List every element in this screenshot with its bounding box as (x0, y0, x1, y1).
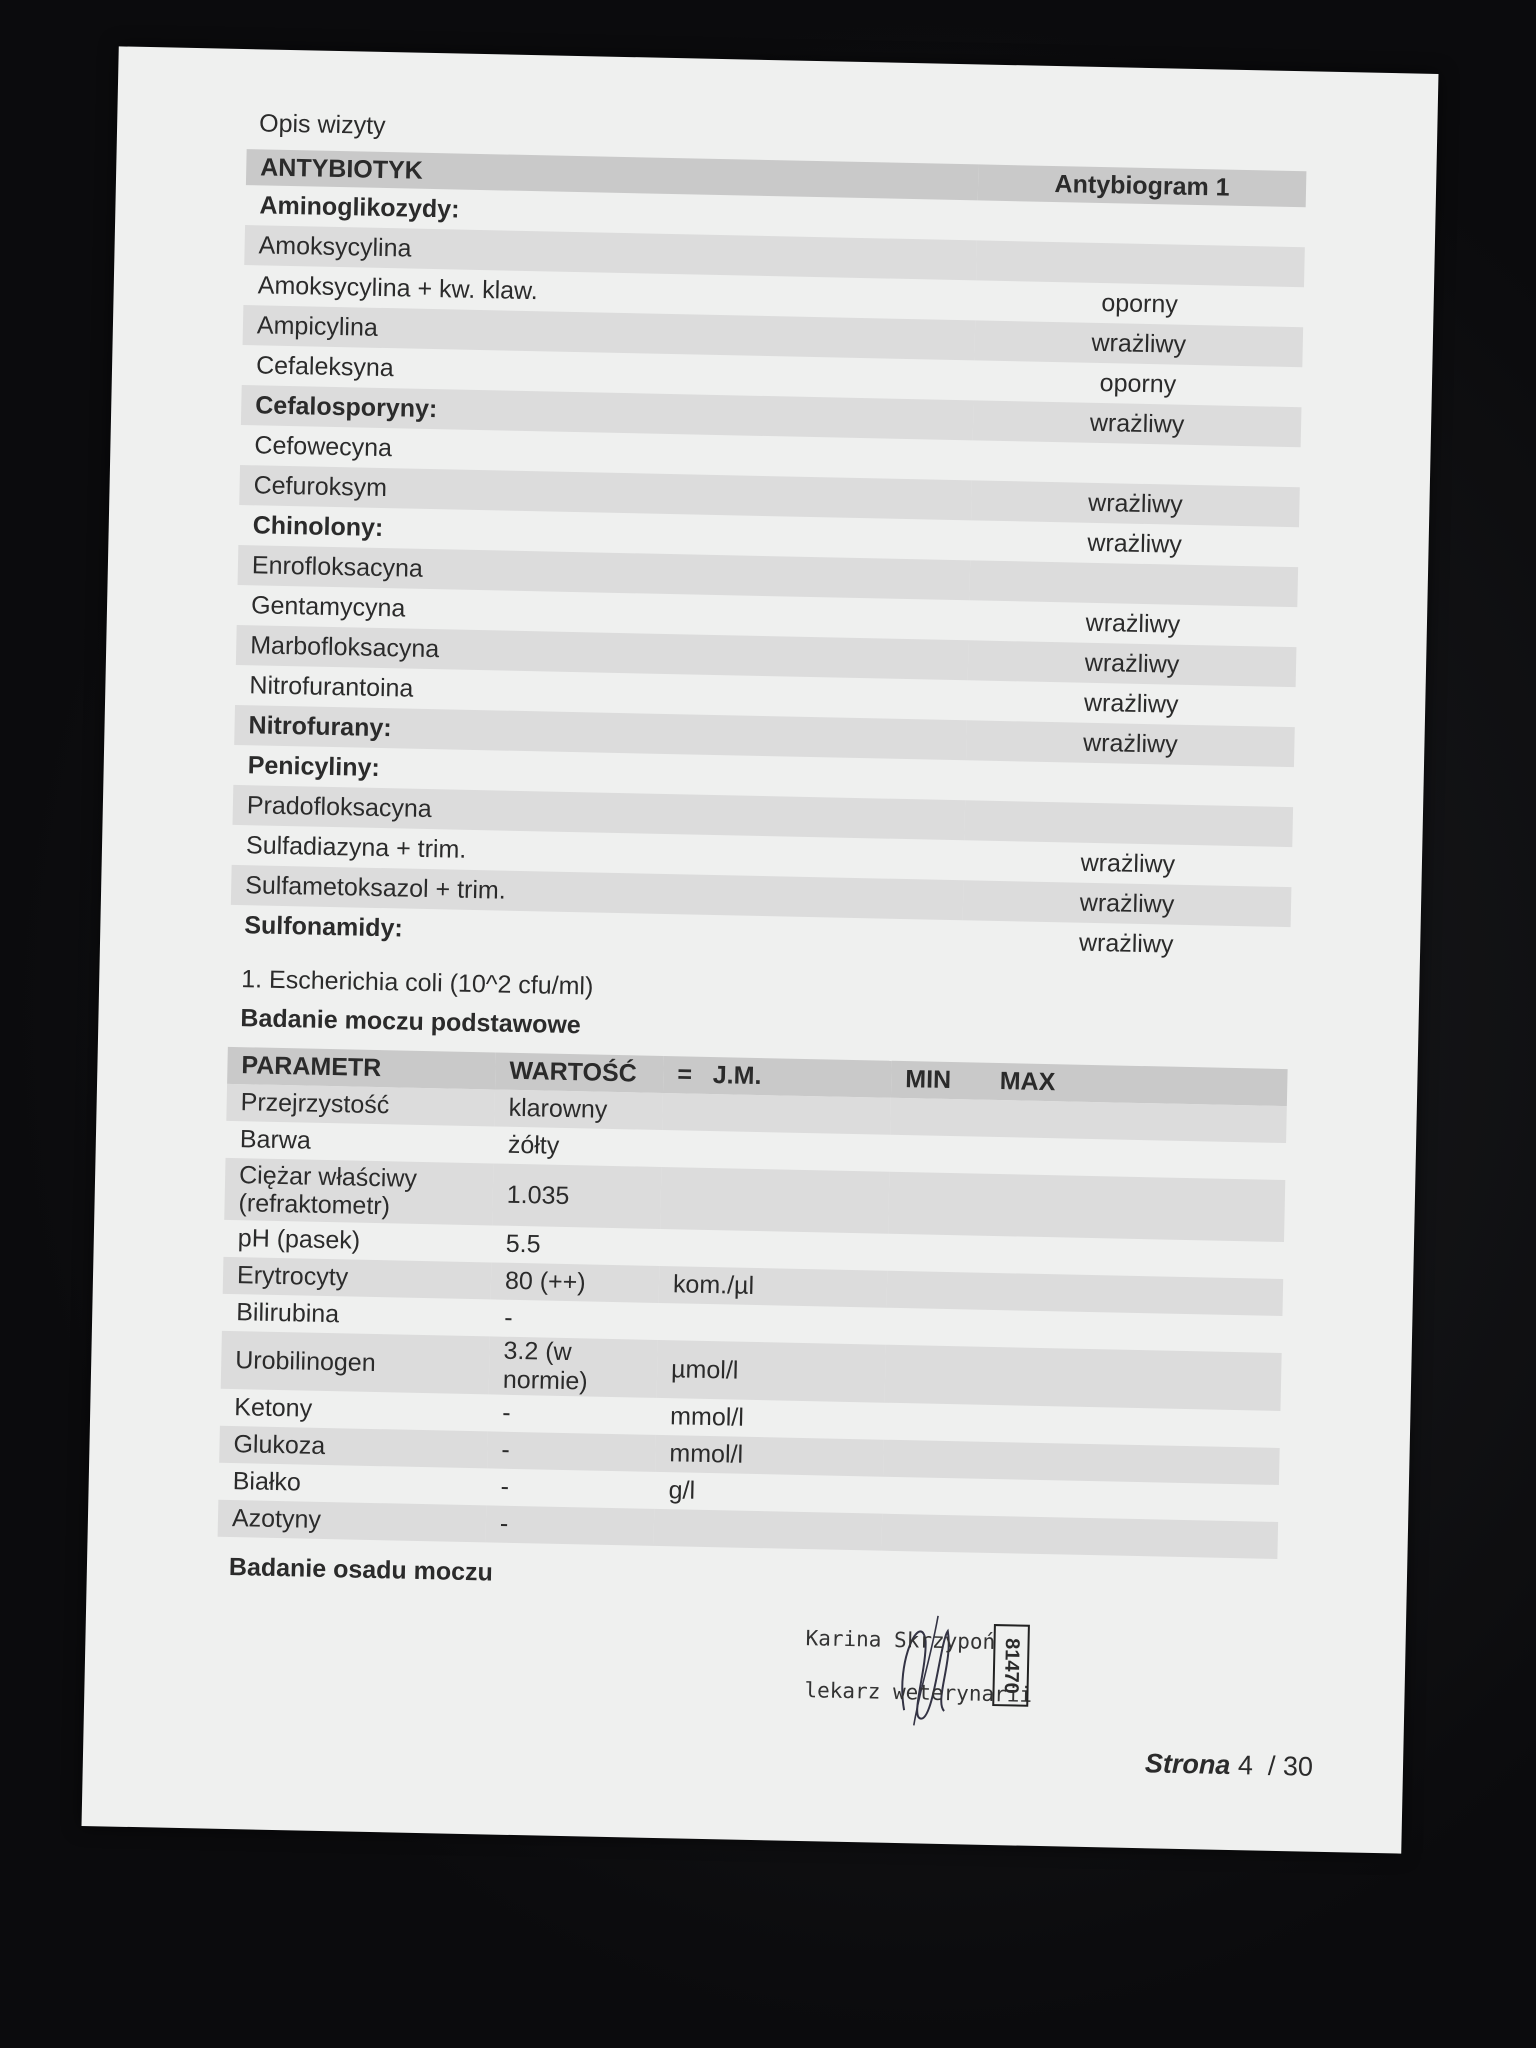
urine-param: Urobilinogen (221, 1331, 490, 1395)
stamp-number-text: 81470 (999, 1637, 1024, 1694)
antibiotic-category: Aminoglikozydy: (259, 190, 460, 224)
urine-param: Przejrzystość (226, 1084, 495, 1127)
antibiotic-category: Chinolony: (252, 510, 384, 542)
urine-unit (653, 1509, 882, 1551)
urine-value: 5.5 (505, 1229, 541, 1259)
urine-unit: kom./µl (659, 1266, 888, 1308)
urine-value: - (486, 1505, 655, 1546)
antibiotic-result: wrażliwy (1083, 688, 1179, 719)
sediment-section-title: Badanie osadu moczu (228, 1553, 494, 1587)
urine-unit: µmol/l (657, 1340, 886, 1403)
urine-value: - (501, 1398, 511, 1427)
antibiotic-result: wrażliwy (974, 320, 1303, 367)
signature-block (804, 1616, 1066, 1731)
urine-value: 80 (++) (491, 1262, 660, 1303)
urine-value: klarowny (494, 1089, 663, 1130)
antibiotic-result: wrażliwy (1085, 608, 1181, 639)
antibiotic-result: oporny (1099, 368, 1177, 399)
urine-range (888, 1172, 1285, 1242)
antibiotic-name: Sulfametoksazol + trim. (231, 865, 964, 920)
urine-param: Bilirubina (236, 1298, 340, 1329)
antibiotic-result (976, 240, 1305, 287)
urine-unit (661, 1130, 890, 1172)
antibiotic-result: wrażliwy (1087, 528, 1183, 559)
antibiotic-result: wrażliwy (963, 880, 1292, 927)
page-separator: / (1267, 1750, 1276, 1781)
header-unit-label: J.M. (712, 1061, 762, 1091)
antibiotic-result: wrażliwy (966, 720, 1295, 767)
antibiotic-result (965, 760, 1294, 807)
antibiotic-result: wrażliwy (973, 400, 1302, 447)
urine-value: - (503, 1303, 513, 1332)
antibiotic-result (977, 200, 1306, 247)
urine-value: - (500, 1472, 510, 1501)
urine-param: Glukoza (219, 1426, 488, 1469)
organism-note: 1. Escherichia coli (10^2 cfu/ml) (240, 965, 594, 1001)
header-param: PARAMETR (227, 1047, 496, 1090)
urine-unit (658, 1303, 887, 1345)
antibiotic-name: Cefuroksym (239, 465, 972, 520)
urine-table (218, 1047, 1288, 1559)
urine-param: Ciężar właściwy (refraktometr) (224, 1158, 493, 1226)
antibiotic-result (964, 800, 1293, 847)
header-antibiogram: Antybiogram 1 (978, 164, 1307, 207)
antibiotic-name: Amoksycylina + kw. klaw. (257, 270, 539, 305)
antibiotic-category: Sulfonamidy: (244, 910, 404, 943)
header-max: MAX (999, 1067, 1056, 1097)
antibiotic-result: wrażliwy (971, 480, 1300, 527)
antibiotic-name: Enrofloksacyna (238, 545, 971, 600)
antibiotic-name: Cefowecyna (254, 430, 393, 462)
urine-param: Erytrocyty (223, 1257, 492, 1300)
document-page (82, 46, 1439, 1853)
stamp-number (992, 1624, 1030, 1707)
urine-range (885, 1345, 1282, 1411)
antibiotic-name: Gentamycyna (250, 590, 406, 622)
document-content (216, 109, 1307, 1618)
signature-scribble-icon (864, 1599, 987, 1731)
antibiotic-category: Cefalosporyny: (241, 385, 974, 440)
antibiotic-name: Nitrofurantoina (249, 670, 414, 703)
urine-section-title: Badanie moczu podstawowe (240, 1004, 582, 1040)
antibiotic-result: wrażliwy (1080, 848, 1176, 879)
signature-name: Karina Skrzypoń (805, 1626, 996, 1655)
antibiotic-name: Marbofloksacyna (236, 625, 969, 680)
urine-param: Azotyny (218, 1500, 487, 1543)
antibiotic-result: wrażliwy (968, 640, 1297, 687)
page-label: Strona (1144, 1748, 1231, 1781)
antibiotic-category: Penicyliny: (247, 750, 381, 782)
page-total: 30 (1282, 1751, 1314, 1782)
header-value (495, 1052, 664, 1093)
urine-param: Białko (232, 1467, 302, 1497)
doc-title: Opis wizyty (258, 109, 386, 140)
urine-value: 1.035 (492, 1163, 661, 1229)
urine-unit (660, 1167, 889, 1234)
antibiotic-table (230, 149, 1306, 967)
urine-value: żółty (507, 1130, 560, 1160)
header-min: MIN (905, 1065, 952, 1095)
antibiotic-result: wrażliwy (1078, 928, 1174, 959)
antibiotic-name: Pradofloksacyna (233, 785, 966, 840)
urine-param: Barwa (239, 1125, 312, 1155)
header-value-label: WARTOŚĆ (509, 1056, 638, 1088)
antibiotic-category: Nitrofurany: (234, 705, 967, 760)
urine-unit: mmol/l (655, 1435, 884, 1477)
urine-param: Ketony (234, 1393, 313, 1423)
antibiotic-result (969, 560, 1298, 607)
antibiotic-name: Ampicylina (243, 305, 976, 360)
urine-value: 3.2 (w normie) (489, 1336, 658, 1398)
header-antibiotic: ANTYBIOTYK (246, 149, 979, 200)
antibiotic-name: Amoksycylina (244, 225, 977, 280)
page-number (1145, 1748, 1314, 1783)
antibiotic-name: Sulfadiazyna + trim. (245, 830, 467, 864)
header-unit (663, 1056, 892, 1098)
antibiotic-result (972, 440, 1301, 487)
signature-role: lekarz weterynarii (804, 1678, 1033, 1707)
antibiotic-result: oporny (1101, 288, 1179, 319)
urine-unit: mmol/l (669, 1402, 745, 1432)
page-current: 4 (1237, 1750, 1254, 1781)
urine-value: - (487, 1431, 656, 1472)
urine-unit: g/l (668, 1476, 696, 1505)
header-eq: = (677, 1060, 693, 1089)
urine-param: pH (pasek) (237, 1224, 361, 1255)
antibiotic-name: Cefaleksyna (255, 350, 394, 382)
urine-range (881, 1514, 1278, 1559)
urine-unit (662, 1093, 891, 1135)
urine-unit (659, 1229, 888, 1271)
